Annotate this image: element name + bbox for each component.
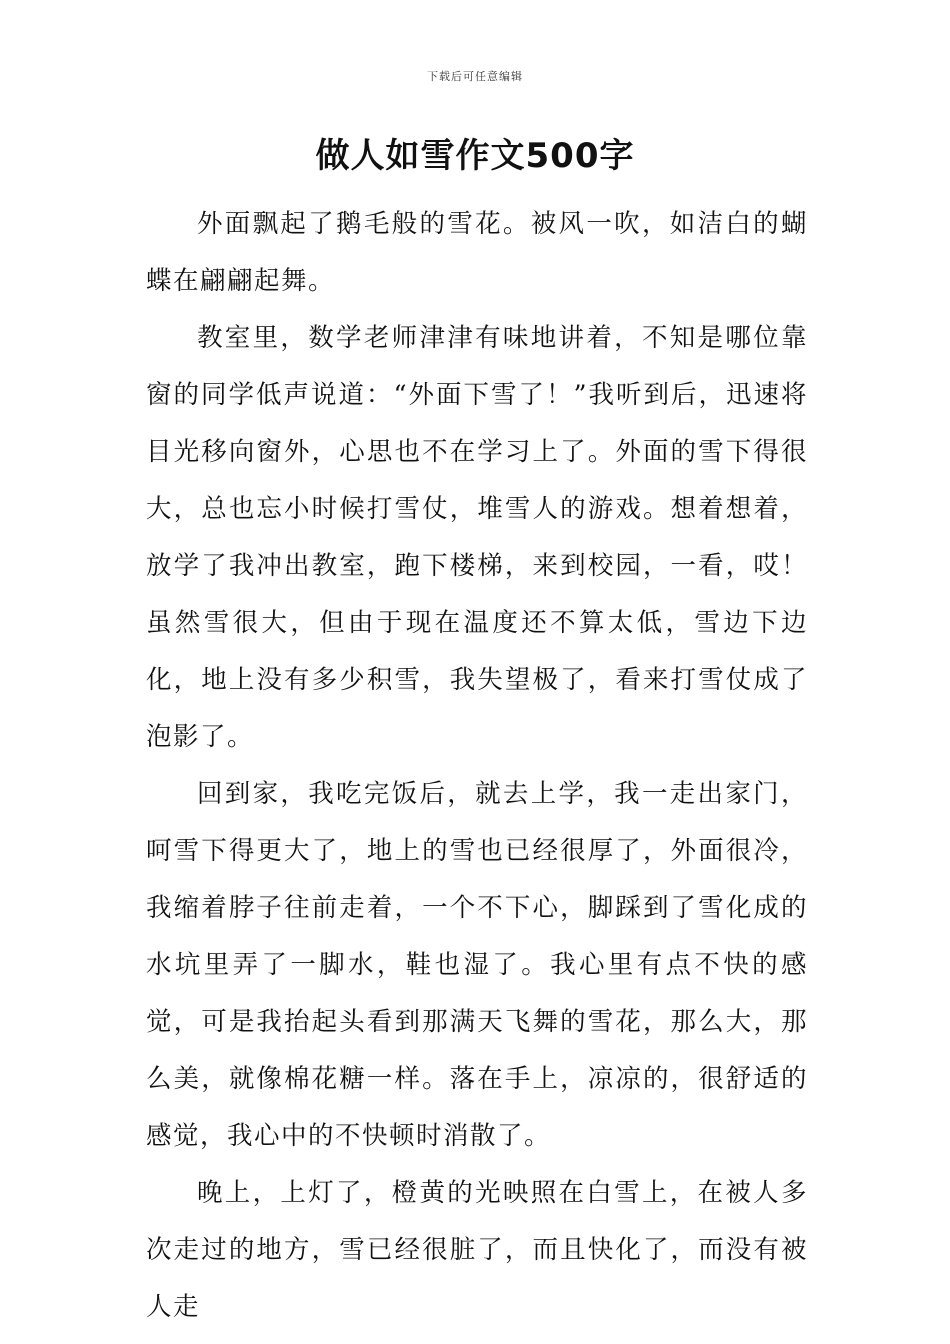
- paragraph: 回到家，我吃完饭后，就去上学，我一走出家门，呵雪下得更大了，地上的雪也已经很厚了，外面很冷，我缩着脖子往前走着，一个不下心，脚踩到了雪化成的水坑里弄了一脚水，鞋也湿了。我心里有点不快的感觉，可是我抬起头看到那满天飞舞的雪花，那么大，那么美，就像棉花糖一样。落在手上，凉凉的，很舒适的感觉，我心中的不快顿时消散了。: [146, 779, 808, 1151]
- header-note: 下载后可任意编辑: [427, 70, 523, 83]
- paragraph: 教室里，数学老师津津有味地讲着，不知是哪位靠窗的同学低声说道：“外面下雪了！”我听到后，迅速将目光移向窗外，心思也不在学习上了。外面的雪下得很大，总也忘小时候打雪仗，堆雪人的游戏。想着想着，放学了我冲出教室，跑下楼梯，来到校园，一看，哎！虽然雪很大，但由于现在温度还不算太低，雪边下边化，地上没有多少积雪，我失望极了，看来打雪仗成了泡影了。: [146, 323, 808, 752]
- document-body: [146, 196, 808, 1336]
- paragraph: 晚上，上灯了，橙黄的光映照在白雪上，在被人多次走过的地方，雪已经很脏了，而且快化了，而没有被人走: [146, 1178, 808, 1322]
- document-title: 做人如雪作文500字: [315, 136, 635, 176]
- paragraph: 外面飘起了鹅毛般的雪花。被风一吹，如洁白的蝴蝶在翩翩起舞。: [146, 209, 808, 296]
